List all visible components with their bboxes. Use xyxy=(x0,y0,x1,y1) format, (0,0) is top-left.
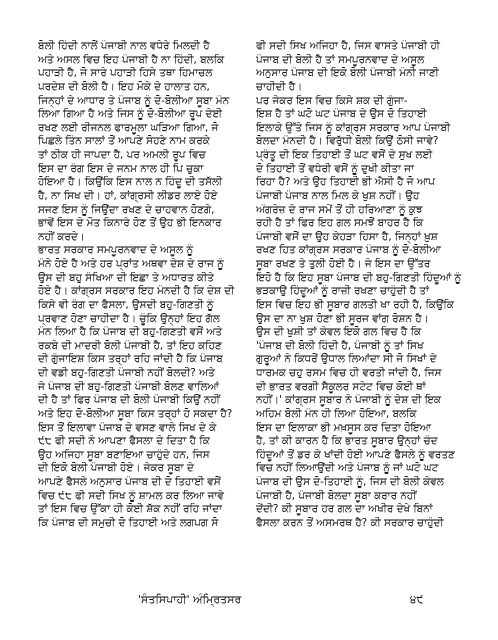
text-line: ਰਕਬੇ ਦੀ ਮਾਦਰੀ ਬੋਲੀ ਪੰਜਾਬੀ ਹੈ, ਤਾਂ ਇਹ ਕਹਿਣ xyxy=(38,339,222,352)
text-line: ਅਤੇ ਅਸਲ ਵਿਚ ਇਹ ਪੰਜਾਬੀ ਹੈ ਨਾ ਹਿੰਦੀ, ਬਲਕਿ xyxy=(38,53,225,66)
text-line: ਚਾਹੀਦੀ ਹੈ। xyxy=(256,80,303,93)
text-line: ਪਹਾੜੀ ਹੈ, ਜੋ ਸਾਰੇ ਪਹਾੜੀ ਹਿਸੇ ਤਥਾ ਹਿਮਾਚਲ xyxy=(38,67,213,80)
text-line: ਪੰਜਾਬੀ ਹੈ, ਪੰਜਾਬੀ ਬੋਲਦਾ ਸੂਬਾ ਕਰਾਰ ਨਹੀਂ xyxy=(256,489,417,502)
text-line: ਪਿਛਲੇ ਤਿੰਨ ਸਾਲਾਂ ਤੋਂ ਆਪਣੇ ਸੋਹਣੇ ਨਾਮ ਕਰਕੇ xyxy=(38,135,210,148)
text-line: ਧਾਰਮਕ ਚਹੁ ਰਸਮ ਵਿਚ ਹੀ ਵਰਤੀ ਜਾਂਦੀ ਹੈ, ਜਿਸ xyxy=(256,367,442,379)
text-line: ਅੰਗਰੇਜ਼ ਦੇ ਰਾਜ ਸਮੇਂ ਤੋਂ ਹੀ ਹਰਿਆਣਾ ਨੂੰ ਕੁਝ xyxy=(256,203,423,216)
right-text-column xyxy=(256,40,468,531)
text-line: ਇਲਾਕੇ ਉੱਤੇ ਜਿਸ ਨੂੰ ਕਾਂਗ੍ਰਸ ਸਰਕਾਰ ਆਪ ਪੰਜਾਬੀ xyxy=(256,121,451,134)
text-line: ਜਿਨ੍ਹਾਂ ਦੇ ਆਧਾਰ ਤੇ ਪੰਜਾਬ ਨੂੰ ਦੋ-ਬੋਲੀਆ ਸੂਬਾ ਮੰਨ xyxy=(38,94,230,107)
text-line: ਦੇਂਦੀ? ਕੀ ਸੂਬਾਰ ਹਰ ਗਲ ਦਾ ਅਖੀਰ ਦੇਖੇ ਬਿਨਾਂ xyxy=(256,503,433,516)
text-line: ਦੀ ਇਕੋ ਬੋਲੀ ਪੰਜਾਬੀ ਹੋਏ। ਜੇਕਰ ਸੂਬਾ ਦੇ xyxy=(38,462,194,475)
text-line: ਪ੍ਰੰਤੂ ਦੀ ਇਕ ਤਿਹਾਈ ਤੋਂ ਘਟ ਵਸੋਂ ਦੇ ਸੁਖ ਲਈ xyxy=(256,149,433,161)
text-line: ਮੰਨੇ ਹੋਏ ਹੈ ਅਤੇ ਹਰ ਪ੍ਰਾਂਤ ਅਥਵਾ ਦੇਸ਼ ਦੇ ਰਾਜ ਨੂੰ xyxy=(38,258,224,270)
text-line: ਰਹੀ ਹੈ ਤਾਂ ਫਿਰ ਇਹ ਗਲ ਸਮਝੋਂ ਬਾਹਰ ਹੈ ਕਿ xyxy=(256,217,424,230)
text-line: ਪੰਜਾਬੀ ਵਸੋਂ ਦਾ ਉਹ ਕੇਹੜਾ ਹਿਸਾ ਹੈ, ਜਿਨ੍ਹਾਂ ਖ਼ੁਸ਼ xyxy=(256,230,438,243)
text-line: ਹੋਇਆ ਹੈ। ਕਿਉਂਕਿ ਇਸ ਨਾਲ ਨ ਹਿੰਦੂ ਦੀ ਤਸੱਲੀ xyxy=(38,176,223,189)
text-line: ਇਸ਼ ਹੈ ਤਾਂ ਘਟੋ ਘਟ ਪੰਜਾਬ ਦੇ ਉਸ ਦੋ ਤਿਹਾਈ xyxy=(256,108,427,121)
text-line: ਉਸ ਦੀ ਬਹੁ ਸੰਖਿਆ ਦੀ ਇਛਾ ਤੇ ਅਧਾਰਤ ਕੀਤੇ xyxy=(38,271,214,284)
text-line: ਹਿੰਦੂਆਂ ਤੋਂ ਡਰ ਕੇ ਖਾਂਦੀ ਹੋਈ ਆਪਣੇ ਫੈਸਲੇ ਨੂੰ ਵਰਤਣ xyxy=(256,448,455,461)
text-line: ਤਾਂ ਠੀਕ ਹੀ ਜਾਪਦਾ ਹੈ, ਪਰ ਅਮਲੀ ਰੂਪ ਵਿਚ xyxy=(38,149,206,161)
text-line: 'ਪੰਜਾਬ ਦੀ ਬੋਲੀ ਹਿੰਦੀ ਹੈ, ਪੰਜਾਬੀ ਨੂੰ ਤਾਂ ਸਿਖ xyxy=(256,339,424,352)
text-line: ਗੁਰੂਆਂ ਨੇ ਕਿਧਰੋਂ ਉਧਾਲ ਲਿਆਂਦਾ ਸੀ ਜੋ ਸਿਖਾਂ ਦੇ xyxy=(256,353,437,366)
text-line: ਪ੍ਰਵਾਣ ਹੋਣਾ ਚਾਹੀਦਾ ਹੈ। ਚੂੰਕਿ ਉਨ੍ਹਾਂ ਇਹ ਗੱਲ xyxy=(38,312,220,325)
text-line: ਮੰਨ ਲਿਆ ਹੈ ਕਿ ਪੰਜਾਬ ਦੀ ਬਹੁ-ਗਿਣਤੀ ਵਸੋਂ ਅਤੇ xyxy=(38,326,222,339)
text-line: ਨਹੀਂ।' ਕਾਂਗ੍ਰਸ ਸੂਬਾਰ ਨੇ ਪੰਜਾਬੀ ਨੂੰ ਦੇਸ਼ ਦੀ ਇਕ xyxy=(256,394,441,407)
text-line: ਅਤੇ ਇਹ ਦੋ-ਬੋਲੀਆ ਸੂਬਾ ਕਿਸ ਤਰ੍ਹਾਂ ਹੋ ਸਕਦਾ ਹੈ? xyxy=(38,407,233,420)
text-line: ਭੜਕਾਉ ਹਿੰਦੂਆਂ ਨੂੰ ਰਾਜ਼ੀ ਰਖਣਾ ਚਾਹੁੰਦੀ ਹੈ ਤਾਂ xyxy=(256,285,429,298)
text-line: ਕਿਸੇ ਵੀ ਰੰਗ ਦਾ ਫੈਸਲਾ, ਉਸਦੀ ਬਹੁ-ਗਿਣਤੀ ਨੂੰ xyxy=(38,298,214,311)
text-line: ਨਹੀਂ ਕਰਦੇ। xyxy=(38,230,85,243)
text-line: ਫੀ ਸਦੀ ਸਿਖ ਅਜਿਹਾ ਹੈ, ਜਿਸ ਵਾਸਤੇ ਪੰਜਾਬੀ ਹੀ xyxy=(256,40,440,52)
text-line: ਦੀ ਗੁੰਜਾਇਸ਼ ਕਿਸ ਤਰ੍ਹਾਂ ਰਹਿ ਜਾਂਦੀ ਹੈ ਕਿ ਪੰਜਾਬ xyxy=(38,353,223,366)
text-line: ਪੰਜਾਬੀ ਪੰਜਾਬ ਨਾਲ ਮਿਲ ਕੇ ਖੁਸ਼ ਨਹੀਂ। ਉਹ xyxy=(256,189,420,202)
text-line: ਹੈ, ਤਾਂ ਕੀ ਕਾਰਨ ਹੈ ਕਿ ਭਾਰਤ ਸੂਬਾਰ ਉਨ੍ਹਾਂ ਚੰਦ xyxy=(256,435,438,448)
text-line: ਪੰਜਾਬ ਦੀ ਉਸ ਦੋ-ਤਿਹਾਈ ਨੂੰ, ਜਿਸ ਦੀ ਬੋਲੀ ਕੇਵਲ xyxy=(256,476,444,488)
text-line: ਪਰ ਜੇਕਰ ਇਸ ਵਿਚ ਕਿਸੇ ਸ਼ਕ ਦੀ ਗੁੰਜਾ- xyxy=(256,94,408,107)
text-line: ਬੋਲੀ ਹਿੰਦੀ ਨਾਲੋਂ ਪੰਜਾਬੀ ਨਾਲ ਵਧੇਰੇ ਮਿਲਦੀ ਹੈ xyxy=(38,40,210,52)
text-line: ਦੋ ਤਿਹਾਈ ਤੋਂ ਵਧੇਰੀ ਵਸੋਂ ਨੂੰ ਦੁਖੀ ਕੀਤਾ ਜਾ xyxy=(256,162,414,175)
text-line: ਪਰਦੇਸ਼ ਦੀ ਬੋਲੀ ਹੈ। ਇਹ ਮੋਕੇ ਦੇ ਹਾਲਾਤ ਹਨ, xyxy=(38,80,210,93)
text-line: ਇਹੋ ਹੈ ਕਿ ਇਹ ਸੂਬਾ ਪੰਜਾਬ ਦੀ ਬਹੁ-ਗਿਣਤੀ ਹਿੰਦੂਆਂ ਨੂੰ xyxy=(256,271,462,284)
text-line: ਅਨੁਸਾਰ ਪੰਜਾਬ ਦੀ ਇਕੋ ਬੋਲੀ ਪੰਜਾਬੀ ਮੰਨੀ ਜਾਣੀ xyxy=(256,67,439,80)
text-line: ਰਖਣ ਹਿਤ ਕਾਂਗ੍ਰਸ ਸਰਕਾਰ ਪੰਜਾਬ ਨੂੰ ਦੋ-ਬੋਲੀਆ xyxy=(256,244,441,257)
text-line: ਸਜਣ ਇਸ ਨੂੰ ਜਿਉਂਦਾ ਰਖਣ ਦੇ ਚਾਹਵਾਨ ਹੋਣਗੇ, xyxy=(38,203,215,216)
text-line: ਬੋਲਦਾ ਮੰਨਦੀ ਹੈ। ਵਿਰੁੱਧੀ ਬੋਲੀ ਕਿਉਂ ਠੋਸੀ ਜਾਵੇ? xyxy=(256,135,439,148)
text-line: ਦੀ ਭਾਰਤ ਵਰਗੀ ਸੈਕੂਲਰ ਸਟੇਟ ਵਿਚ ਕੋਈ ਥਾਂ xyxy=(256,380,426,393)
text-line: ਜੇ ਪੰਜਾਬ ਦੀ ਬਹੁ-ਗਿਣਤੀ ਪੰਜਾਬੀ ਬੋਲਣ ਵਾਲਿਆਂ xyxy=(38,380,219,393)
text-line: ਉਸ ਦਾ ਨਾ ਖੁਸ਼ ਹੋਣਾ ਭੀ ਸੂਰਜ ਵਾਂਗ ਰੋਸ਼ਨ ਹੈ। xyxy=(256,312,429,325)
text-line: ਹੈ, ਨਾ ਸਿਖ ਦੀ। ਹਾਂ, ਕਾਂਗ੍ਰਸੀ ਲੀਡਰ ਲਾਏ ਹੋਏ xyxy=(38,189,218,202)
text-line: ਇਸ ਦਾ ਰੰਗ ਇਸ ਦੇ ਜਨਮ ਨਾਲ ਹੀ ਪਿ ਚੁਕਾ xyxy=(38,162,204,175)
text-line: ਰਖਣ ਲਈ ਰੀਜਨਲ ਫਾਰਮੂਲਾ ਘੜਿਆ ਗਿਆ, ਜੋ xyxy=(38,121,219,134)
text-line: ਲਿਆ ਗਿਆ ਹੈ ਅਤੇ ਜਿਸ ਨੂੰ ਦੋ-ਬੋਲੀਆ ਰੂਪ ਦੇਈ xyxy=(38,108,222,121)
text-line: ਤਾਂ ਇਸ ਵਿਚ ਉੱਕਾ ਹੀ ਕੋਈ ਸ਼ੱਕ ਨਹੀਂ ਰਹਿ ਜਾਂਦਾ xyxy=(38,503,223,516)
text-line: ਰਿਹਾ ਹੈ? ਅਤੇ ਉਹ ਤਿਹਾਈ ਭੀ ਐਸੀ ਹੈ ਜੋ ਆਪ xyxy=(256,176,435,189)
text-line: ਪੰਜਾਬ ਦੀ ਬੋਲੀ ਹੈ ਤਾਂ ਸਮਪੂਰਨਵਾਦ ਦੇ ਅਸੂਲ xyxy=(256,53,425,66)
text-line: ਉਹ ਅਜਿਹਾ ਸੂਬਾ ਬਣਾਇਆ ਚਾਹੁੰਦੇ ਹਨ, ਜਿਸ xyxy=(38,448,210,461)
text-line: ਭਾਵੇਂ ਇਸ ਦੇ ਮੌਤ ਕਿਨਾਰੇ ਹੋਣ ਤੋਂ ਉਹ ਭੀ ਇਨਕਾਰ xyxy=(38,217,222,230)
text-line: ੯੮ ਫੀ ਸਦੀ ਨੇ ਆਪਣਾ ਫੈਸਲਾ ਦੇ ਦਿਤਾ ਹੈ ਕਿ xyxy=(38,435,210,448)
text-line: ਇਸ ਤੋਂ ਇਲਾਵਾ ਪੰਜਾਬ ਦੇ ਵਸਣ ਵਾਲੇ ਸਿਖ ਦੇ ਕੇ xyxy=(38,421,217,434)
text-line: ਦੀ ਹੈ ਤਾਂ ਫਿਰ ਪੰਜਾਬ ਦੀ ਬੋਲੀ ਪੰਜਾਬੀ ਕਿਉਂ ਨਹੀਂ xyxy=(38,394,220,407)
text-line: ਆਪਣੇ ਫੈਸਲੇ ਅਨੁਸਾਰ ਪੰਜਾਬ ਦੀ ਦੋ ਤਿਹਾਈ ਵਸੋਂ xyxy=(38,476,221,488)
text-line: ਸੂਬਾ ਰਖਣ ਤੇ ਤੁਲੀ ਹੋਈ ਹੈ। ਜੇ ਇਸ ਦਾ ਉੱਤਰ xyxy=(256,258,431,270)
text-line: ਦੀ ਵਡੀ ਬਹੁ-ਗਿਣਤੀ ਪੰਜਾਬੀ ਨਹੀਂ ਬੋਲਦੀ? ਅਤੇ xyxy=(38,367,215,379)
text-line: ਹੋਏ ਹੈ। ਕਾਂਗ੍ਰਸ ਸਰਕਾਰ ਇਹ ਮੰਨਦੀ ਹੈ ਕਿ ਦੇਸ਼ ਦੀ xyxy=(38,285,235,298)
text-line: ਵਿਚ ੯੮ ਫੀ ਸਦੀ ਸਿਖ ਨੂੰ ਸ਼ਾਮਲ ਕਰ ਲਿਆ ਜਾਵੇ xyxy=(38,489,224,502)
text-line: ਫੈਸਲਾ ਕਰਨ ਤੋਂ ਅਸਮਰਥ ਹੈ? ਕੀ ਸਰਕਾਰ ਚਾਹੁੰਦੀ xyxy=(256,516,444,529)
text-line: ਅਹਿਮ ਬੋਲੀ ਮੰਨ ਹੀ ਲਿਆ ਹੋਇਆ, ਬਲਕਿ xyxy=(256,407,417,420)
text-line: ਕਿ ਪੰਜਾਬ ਦੀ ਸਮੁਚੀ ਦੋ ਤਿਹਾਈ ਅਤੇ ਲਗਪਗ ਸੋ xyxy=(38,516,219,529)
text-line: ਇਸ ਦਾ ਇਲਾਕਾ ਭੀ ਮਖ਼ਸੂਸ ਕਰ ਦਿਤਾ ਹੋਇਆ xyxy=(256,421,431,434)
running-title: 'ਸੰਤਸਿਪਾਹੀ' ਅੰਮ੍ਰਿਤਸਰ xyxy=(138,593,242,606)
text-line: ਭਾਰਤ ਸਰਕਾਰ ਸਮਪੂਰਨਵਾਦ ਦੇ ਅਸੂਲ ਨੂੰ xyxy=(38,244,194,257)
left-text-column xyxy=(38,40,250,531)
text-line: ਉਸ ਦੀ ਖੁਸ਼ੀ ਤਾਂ ਕੇਵਲ ਇਕੋ ਗਲ ਵਿਚ ਹੈ ਕਿ xyxy=(256,326,422,339)
text-line: ਵਿਚ ਨਹੀਂ ਲਿਆਉਂਦੀ ਅਤੇ ਪੰਜਾਬ ਨੂੰ ਜਾਂ ਘਟੋ ਘਟ xyxy=(256,462,439,475)
page-number: ੪੯ xyxy=(410,593,424,606)
text-line: ਇਸ ਵਿਚ ਇਹ ਭੀ ਸੂਬਾਰ ਗਲਤੀ ਖਾ ਰਹੀ ਹੈ, ਕਿਉਂਕਿ xyxy=(256,298,454,311)
